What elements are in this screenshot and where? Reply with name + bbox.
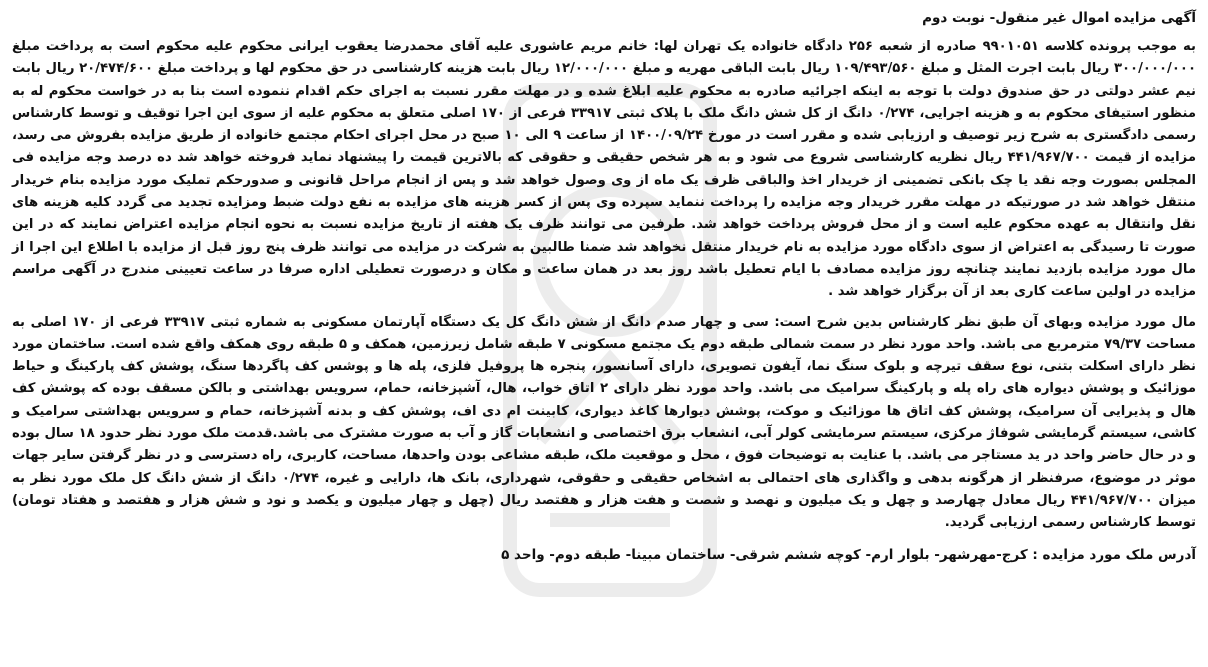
- notice-paragraph-terms: به موجب پرونده کلاسه ۹۹۰۱۰۵۱ صادره از شعبه ۲۵۶ دادگاه خانواده یک تهران لها: خانم مریم عاشوری علیه آقای محمدرضا یعقوب ایرانی محکوم علیه محکوم است به پرداخت مبلغ ۳۰۰/۰۰۰/۰۰۰ ریال بابت اجرت المثل و مبلغ ۱۰۹/۴۹۳/۵۶۰ ریال بابت الباقی مهریه و مبلغ ۱۲/۰۰۰/۰۰۰ ریال بابت هزینه کارشناسی در حق محکوم لها و پرداخت مبلغ ۲۰/۴۷۴/۶۰۰ ریال بابت نیم عشر دولتی در حق صندوق دولت با توجه به اینکه اجرائیه صادره به محکوم علیه ابلاغ شده و در مهلت مقرر نسبت به اجرای حکم اقدام ننموده است بنا به در خواست محکوم له به منظور استیفای محکوم به و هزینه اجرایی، ۰/۲۷۴ دانگ از کل شش دانگ ملک با پلاک ثبتی ۳۳۹۱۷ فرعی از ۱۷۰ اصلی متعلق به محکوم علیه از سوی این اجرا توقیف و توسط کارشناس رسمی دادگستری به شرح زیر توصیف و ارزیابی شده و مقرر است در مورخ ۱۴۰۰/۰۹/۲۴ از ساعت ۹ الی ۱۰ صبح در محل اجرای احکام مجتمع خانواده از طریق مزایده بفروش می رسد، مزایده از قیمت ۴۴۱/۹۶۷/۷۰۰ ریال نظریه کارشناسی شروع می شود و به هر شخص حقیقی و حقوقی که بالاترین قیمت را پیشنهاد نماید فروخته خواهد شد ده درصد وجه مزایده فی المجلس بصورت وجه نقد یا چک بانکی تضمینی از خریدار اخذ والباقی ظرف یک ماه از وی وصول خواهد شد و پس از انجام مراحل قانونی و صدورحکم تملیک مورد مزایده بنام خریدار منتقل خواهد شد در صورتیکه در مهلت مقرر خریدار وجه مزایده را پرداخت ننماید سپرده وی پس از کسر هزینه های مزایده به نفع دولت ضبط ومزایده تجدید می گردد کلیه هزینه های نقل وانتقال به عهده محکوم علیه است و از محل فروش پرداخت خواهد شد. طرفین می توانند ظرف یک هفته از تاریخ مزایده نسبت به نحوه انجام مزایده اعتراض نمایند که در این صورت تا رسیدگی به اعتراض از سوی دادگاه مورد مزایده به نام خریدار منتقل نخواهد شد ضمنا طالبین به شرکت در مزایده می توانند ظرف پنج روز قبل از مزایده با اطلاع این اجرا از مال مورد مزایده بازدید نمایند چنانچه روز مزایده مصادف با ایام تعطیل باشد روز بعد در همان ساعت و مکان و درصورت تعطیلی اداره صرفا در ساعت تعیینی مندرج در آگهی مراسم مزایده در اولین ساعت کاری بعد از آن برگزار خواهد شد .: [12, 39, 1197, 300]
- property-address: آدرس ملک مورد مزایده : کرج-مهرشهر- بلوار ارم- کوچه ششم شرقی- ساختمان مبینا- طبقه دوم- واحد ۵: [501, 546, 1196, 563]
- notice-paragraph-property-description: مال مورد مزایده وبهای آن طبق نظر کارشناس بدین شرح است: سی و چهار صدم دانگ از شش دانگ کل یک دستگاه آپارتمان مسکونی به شماره ثبتی ۳۳۹۱۷ فرعی از ۱۷۰ اصلی به مساحت ۷۹/۳۷ مترمربع می باشد. واحد مورد نظر در سمت شمالی طبقه دوم یک مجتمع مسکونی ۷ طبقه شامل زیرزمین، همکف و ۵ طبقه روی همکف واقع شده است. ساختمان مورد نظر دارای اسکلت بتنی، نوع سقف تیرچه و بلوک سنگ نما، آیفون تصویری، دارای آسانسور، پنجره ها پروفیل فلزی، پله ها و پوشس کف پاگردها سنگ، پوشش کف پارکینگ و حیاط موزائیک و پوشش دیواره های راه پله و پارکینگ سرامیک می باشد. واحد مورد نظر دارای ۲ اتاق خواب، هال، آشپزخانه، حمام، سرویس بهداشتی و بالکن مسقف بوده که پوشش کف هال و پذیرایی آن سرامیک، پوشش کف اتاق ها موزائیک و موکت، پوشش دیوارها کاغذ دیواری، کابینت ام دی اف، پوشش کف و بدنه آشپزخانه، حمام و سرویس بهداشتی سرامیک و کاشی، سیستم گرمایشی شوفاژ مرکزی، سیستم سرمایشی کولر آبی، انشعاب برق اختصاصی و انشعابات گاز و آب به صورت مشترک می باشد.قدمت ملک مورد نظر حدود ۱۸ سال بوده و در حال حاضر واحد در ید مستاجر می باشد. با عنایت به توضیحات فوق ، محل و موقعیت ملک، طبقه مشاعی بودن واحدها، مساحت، کاربری، راه دسترسی و در نظر گرفتن سایر جهات موثر در موضوع، صرفنظر از هرگونه بدهی و واگذاری های احتمالی به اشخاص حقیقی و حقوقی، شهرداری، بانک ها، دارایی و غیره، ۰/۲۷۴ دانگ از شش دانگ کل ملک مورد نظر به میزان ۴۴۱/۹۶۷/۷۰۰ ریال معادل چهارصد و چهل و یک میلیون و نهصد و شصت و هفت هزار و هفتصد ریال (چهل و چهار میلیون و یکصد و نود و شش هزار و هفتصد و هفتاد تومان) توسط کارشناس رسمی ارزیابی گردید.: [12, 314, 1197, 531]
- document-title: آگهی مزایده اموال غیر منقول- نوبت دوم: [922, 10, 1196, 26]
